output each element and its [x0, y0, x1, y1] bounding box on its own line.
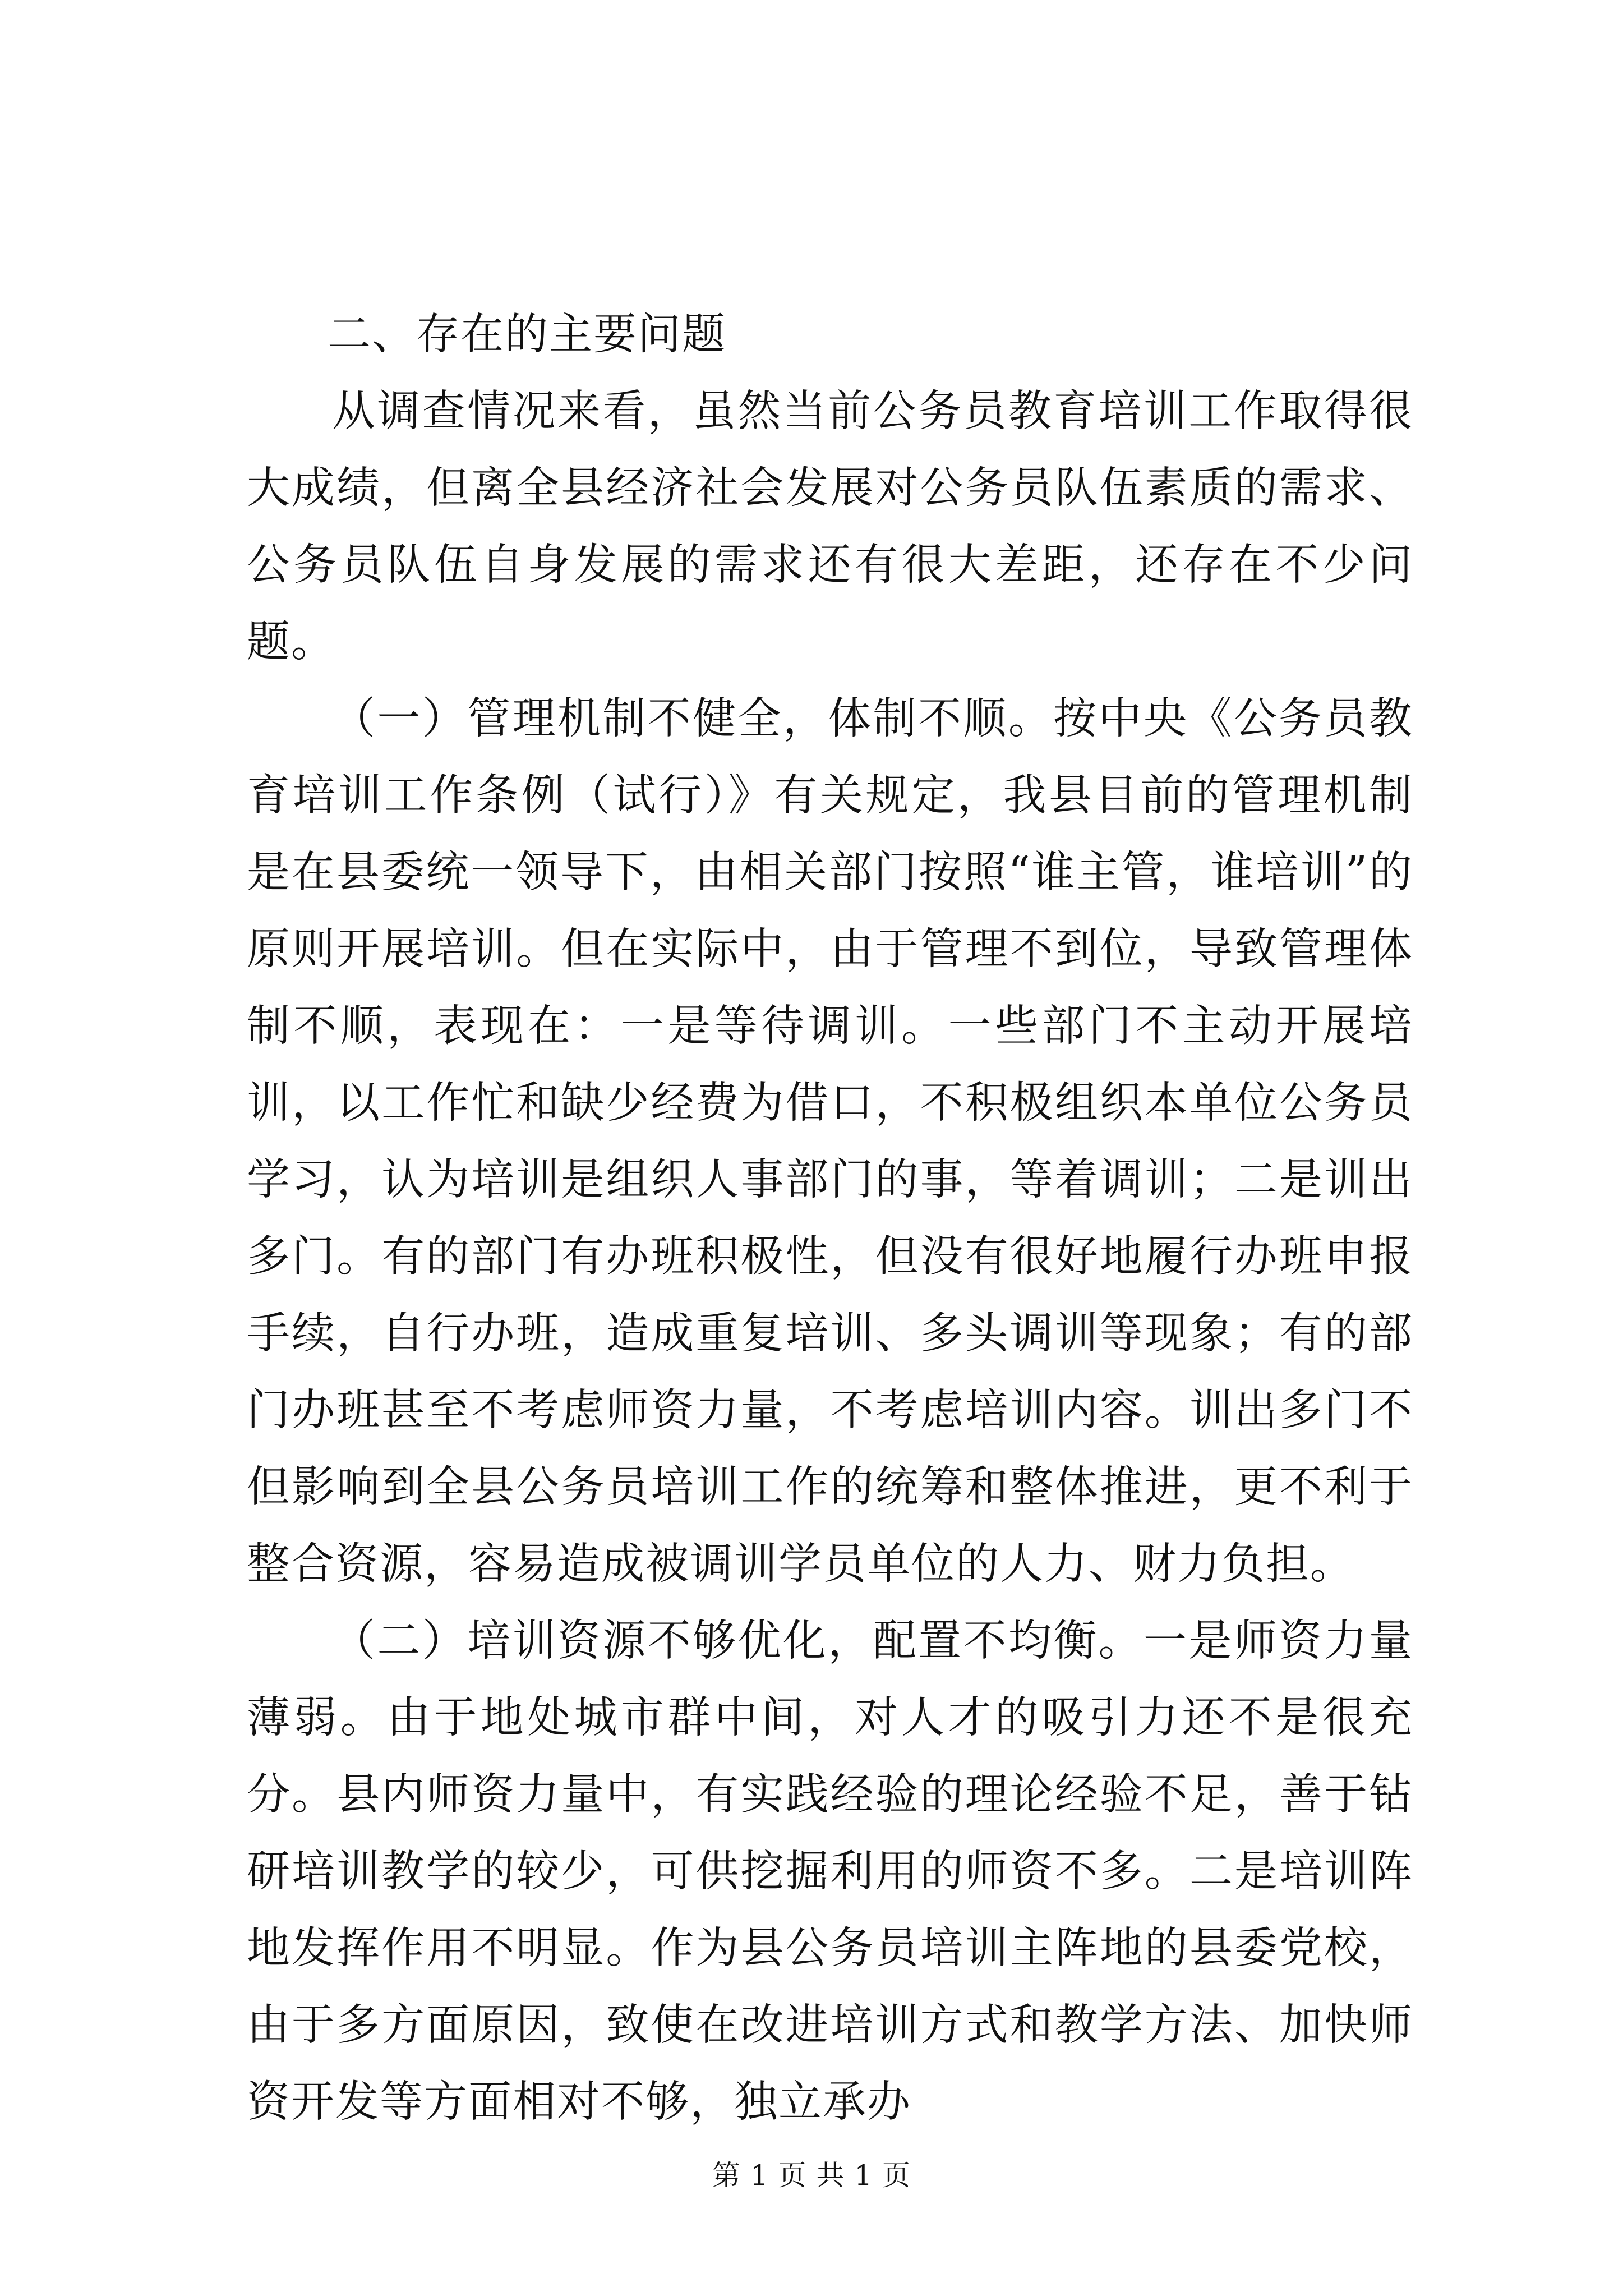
section-heading: 二、存在的主要问题 [328, 310, 726, 360]
paragraph-training-resources: （二）培训资源不够优化，配置不均衡。一是师资力量薄弱。由于地处城市群中间，对人才的吸引力还不是很充分。县内师资力量中，有实践经验的理论经验不足，善于钻研培训教学的较少，可供挖掘利用的师资不多。二是培训阵地发挥作用不明显。作为县公务员培训主阵地的县委党校，由于多方面原因，致使在改进培训方式和教学方法、加快师资开发等方面相对不够，独立承办 [247, 1616, 1413, 2127]
paragraph-management-mechanism: （一）管理机制不健全，体制不顺。按中央《公务员教育培训工作条例（试行）》有关规定，我县目前的管理机制是在县委统一领导下，由相关部门按照“谁主管，谁培训”的原则开展培训。但在实际中，由于管理不到位，导致管理体制不顺，表现在：一是等待调训。一些部门不主动开展培训，以工作忙和缺少经费为借口，不积极组织本单位公务员学习，认为培训是组织人事部门的事，等着调训；二是训出多门。有的部门有办班积极性，但没有很好地履行办班申报手续，自行办班，造成重复培训、多头调训等现象；有的部门办班甚至不考虑师资力量，不考虑培训内容。训出多门不但影响到全县公务员培训工作的统筹和整体推进，更不利于整合资源，容易造成被调训学员单位的人力、财力负担。 [247, 694, 1413, 1589]
paragraph-intro: 从调查情况来看，虽然当前公务员教育培训工作取得很大成绩，但离全县经济社会发展对公务员队伍素质的需求、公务员队伍自身发展的需求还有很大差距，还存在不少问题。 [247, 386, 1413, 667]
document-body [247, 296, 1413, 2141]
page-footer: 第 1 页 共 1 页 [712, 2159, 911, 2192]
